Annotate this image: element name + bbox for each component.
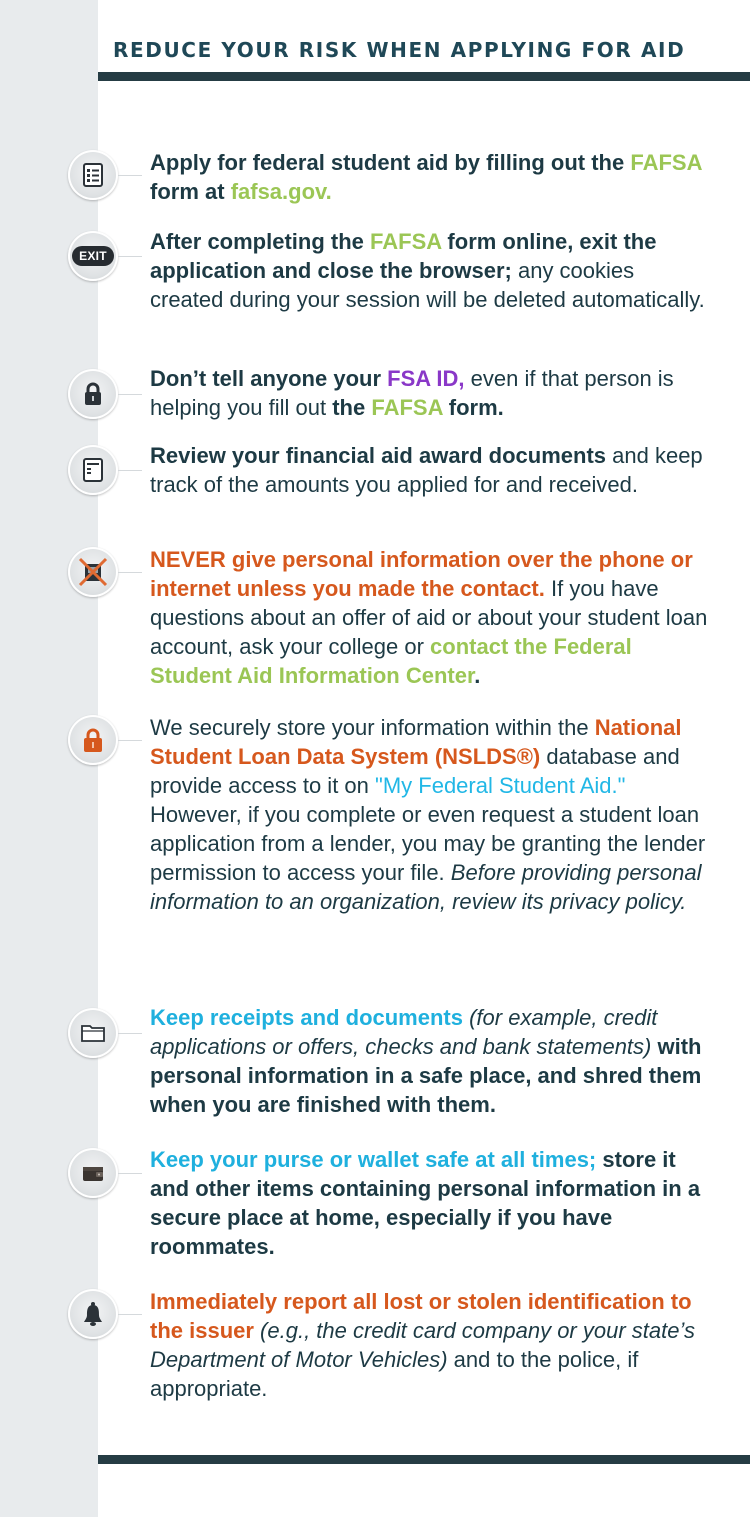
tip-text xyxy=(150,364,710,422)
exit-icon xyxy=(68,231,118,281)
tip-text-segment: Don’t tell anyone your xyxy=(150,366,388,391)
tip-text-segment: Keep receipts and documents xyxy=(150,1005,463,1030)
tip-text-segment: FAFSA xyxy=(371,395,443,420)
tip-text-segment: Review your financial aid award documents xyxy=(150,443,607,468)
connector-line xyxy=(118,1314,142,1315)
lock-icon xyxy=(68,369,118,419)
tip-text-segment: even if that person is helping you fill out xyxy=(150,366,674,420)
tip-text-segment: and to the police, if appropriate. xyxy=(150,1347,639,1401)
tip-text-segment: FAFSA xyxy=(370,229,442,254)
tip-text-segment: database and provide access to it on xyxy=(150,744,680,798)
connector-line xyxy=(118,394,142,395)
bottom-rule xyxy=(98,1455,750,1464)
document-icon xyxy=(68,445,118,495)
tip-text xyxy=(150,441,710,499)
tip-text-segment: "My Federal Student Aid." xyxy=(375,773,626,798)
tip-text xyxy=(150,1145,710,1261)
tip-text-segment: Immediately report all lost or stolen identification to the issuer xyxy=(150,1289,692,1343)
tip-text-segment: Apply for federal student aid by filling out the xyxy=(150,150,631,175)
tip-text-segment: (e.g., the credit card company or your state’s Department of Motor Vehicles) xyxy=(150,1318,695,1372)
tip-text-segment: . xyxy=(474,663,481,688)
tip-text xyxy=(150,545,710,690)
connector-line xyxy=(118,1173,142,1174)
tip-text-segment: contact the Federal Student Aid Information Center xyxy=(150,634,632,688)
tip-text-segment: National Student Loan Data System (NSLDS®) xyxy=(150,715,682,769)
tip-text xyxy=(150,1003,710,1119)
wallet-icon xyxy=(68,1148,118,1198)
no-phone-icon xyxy=(68,547,118,597)
tip-text-segment: Keep your purse or wallet safe at all times; xyxy=(150,1147,597,1172)
tip-text xyxy=(150,148,710,206)
tip-text-segment: with personal information in a safe place, and shred them when you are finished with them. xyxy=(150,1034,702,1117)
bell-icon xyxy=(68,1289,118,1339)
tip-text-segment: and keep track of the amounts you applied for and received. xyxy=(150,443,703,497)
connector-line xyxy=(118,256,142,257)
tip-text-segment: store it and other items containing personal information in a secure place at home, especially if you have roommates. xyxy=(150,1147,701,1259)
tip-text-segment: (for example, credit applications or offers, checks and bank statements) xyxy=(150,1005,658,1059)
connector-line xyxy=(118,470,142,471)
tip-text xyxy=(150,1287,710,1403)
tip-text-segment: FAFSA xyxy=(630,150,702,175)
tip-text-segment: However, if you complete or even request a student loan application from a lender, you may be granting the lender permission to access your file. xyxy=(150,802,706,885)
tip-text-segment: form at xyxy=(150,179,231,204)
header xyxy=(98,0,750,82)
checklist-icon xyxy=(68,150,118,200)
tip-text-segment: form. xyxy=(442,395,504,420)
tip-text xyxy=(150,227,710,314)
top-rule xyxy=(98,72,750,81)
orange-lock-icon xyxy=(68,715,118,765)
connector-line xyxy=(118,175,142,176)
tip-text xyxy=(150,713,710,916)
connector-line xyxy=(118,1033,142,1034)
tip-text-segment: the xyxy=(332,395,372,420)
exit-label: EXIT xyxy=(72,246,114,266)
connector-line xyxy=(118,740,142,741)
tip-text-segment: form online, exit the application and close the browser; xyxy=(150,229,657,283)
tip-text-segment: any cookies created during your session will be deleted automatically. xyxy=(150,258,705,312)
tip-text-segment: After completing the xyxy=(150,229,371,254)
tip-text-segment: Before providing personal information to an organization, review its privacy policy. xyxy=(150,860,702,914)
tip-text-segment: fafsa.gov. xyxy=(230,179,332,204)
tip-text-segment: FSA ID, xyxy=(387,366,465,391)
tip-text-segment: If you have questions about an offer of aid or about your student loan account, ask your college or xyxy=(150,576,708,659)
folder-icon xyxy=(68,1008,118,1058)
tip-text-segment: NEVER give personal information over the phone or internet unless you made the contact. xyxy=(150,547,693,601)
connector-line xyxy=(118,572,142,573)
tip-text-segment: We securely store your information within the xyxy=(150,715,595,740)
page-title: REDUCE YOUR RISK WHEN APPLYING FOR AID xyxy=(113,38,686,62)
